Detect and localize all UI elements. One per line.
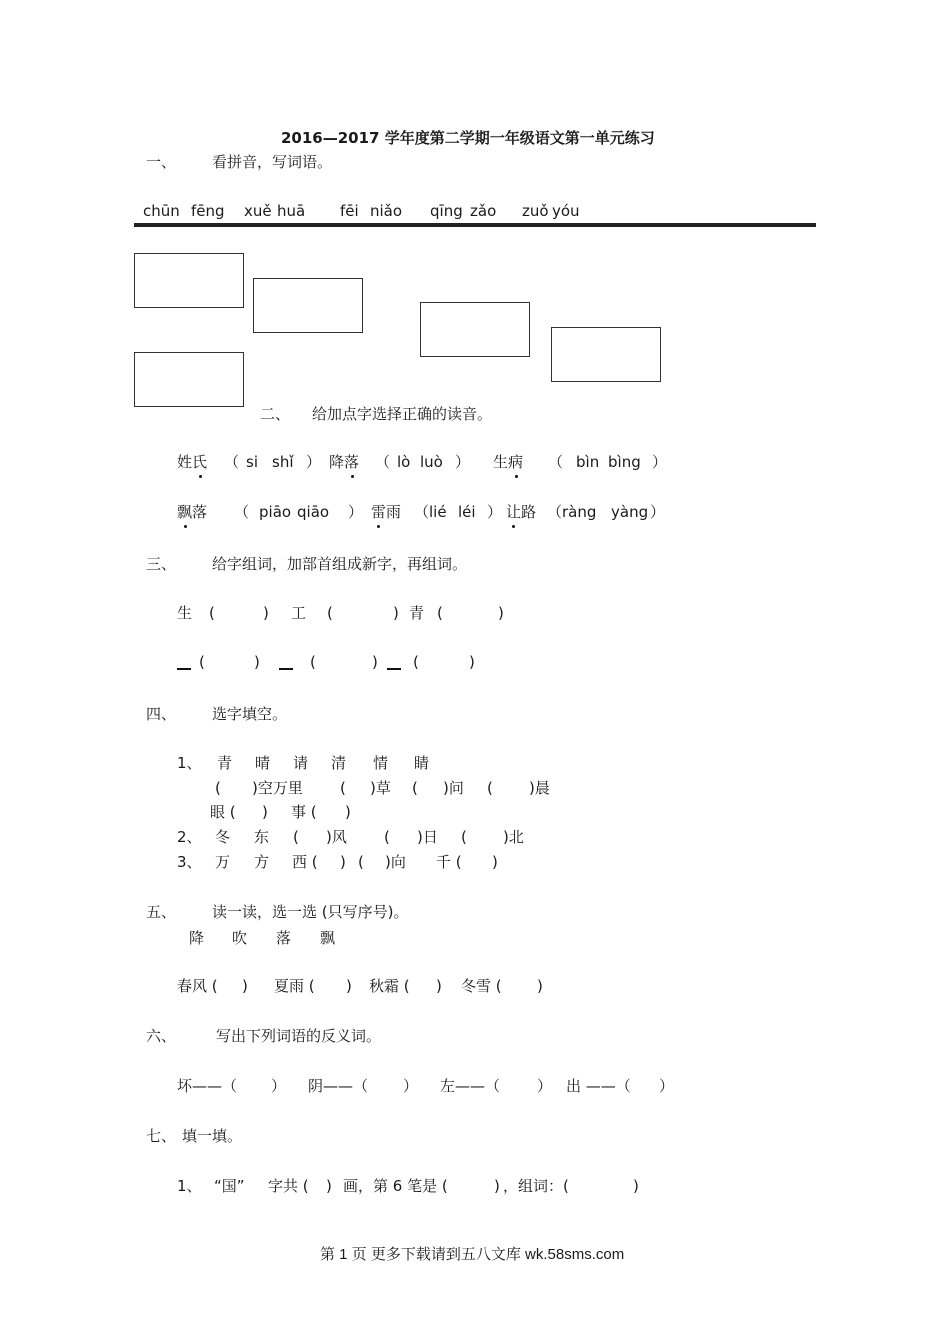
paren-open: （ [548,453,564,471]
char: 生 [177,604,193,622]
section-2-number: 二、 [260,405,291,423]
blank-text: 眼 ( [210,803,236,821]
pinyin-syllable: niǎo [370,202,403,220]
emphasis-dot [515,475,518,478]
paren-open: ( [413,653,419,671]
pinyin-option[interactable]: lié [429,503,447,521]
pinyin-option[interactable]: shǐ [272,453,294,471]
blank-text: 出 ——（ [566,1077,631,1095]
pinyin-option[interactable]: piāo [259,503,292,521]
blank-text: 坏——（ [177,1077,238,1095]
pinyin-option[interactable]: qiāo [297,503,330,521]
section-1-instruction: 看拼音，写词语。 [212,153,333,171]
blank-close: ） [537,1077,553,1095]
char-option: 冬 [215,828,231,846]
blank-text: ，组词：( [503,1177,569,1195]
blank-open: ( [412,779,418,797]
emphasis-dot [377,525,380,528]
answer-box[interactable] [253,278,363,333]
answer-box[interactable] [134,253,244,308]
section-5-instruction: 读一读，选一选 (只写序号)。 [212,903,409,921]
item-number: 3、 [177,853,202,871]
paren-open: （ [414,503,430,521]
paren-close: ) [263,604,269,622]
blank-text: )晨 [529,779,550,797]
blank-close: ) [345,803,351,821]
paren-open: ( [199,653,205,671]
section-5-number: 五、 [146,903,177,921]
blank-text: )问 [443,779,464,797]
paren-open: ( [310,653,316,671]
char-option: 青 [217,754,233,772]
paren-open: （ [224,453,240,471]
paren-close: ） [348,503,364,521]
char-option: 情 [373,754,389,772]
pinyin-option[interactable]: léi [458,503,476,521]
blank-open: ( [340,779,346,797]
paren-close: ) [469,653,475,671]
blank-text: 事 ( [291,803,317,821]
blank-text: 字共 ( [268,1177,309,1195]
emphasis-dot [184,525,187,528]
blank-close: ) [492,853,498,871]
pinyin-syllable: xuě [244,202,272,220]
emphasis-dot [351,475,354,478]
section-divider [134,223,816,227]
section-6-number: 六、 [146,1027,177,1045]
char-option: 吹 [232,929,248,947]
char-option: 降 [189,929,205,947]
blank-close: ) [494,1177,500,1195]
blank-line[interactable] [177,668,191,670]
paren-open: ( [209,604,215,622]
pinyin-option[interactable]: bìn [576,453,600,471]
paren-close: ） [487,503,503,521]
item-number: 1、 [177,754,202,772]
word: 让路 [506,503,537,521]
blank-text: 画，第 6 笔是 ( [343,1177,448,1195]
blank-open: ( [358,853,364,871]
section-1-number: 一、 [146,153,177,171]
char-option: 东 [254,828,270,846]
answer-box[interactable] [134,352,244,407]
paren-close: ） [650,503,666,521]
pinyin-option[interactable]: si [246,453,258,471]
char: 青 [409,604,425,622]
blank-close: ) [436,977,442,995]
blank-close: ) [242,977,248,995]
blank-open: ( [215,779,221,797]
answer-box[interactable] [420,302,530,357]
section-6-instruction: 写出下列词语的反义词。 [216,1027,382,1045]
blank-text: 秋霜 ( [369,977,410,995]
blank-text: )草 [370,779,391,797]
pinyin-option[interactable]: ràng [562,503,597,521]
paren-close: ) [393,604,399,622]
blank-line[interactable] [387,668,401,670]
pinyin-syllable: fēi [340,202,359,220]
blank-text: )空万里 [252,779,303,797]
blank-text: 西 ( [292,853,318,871]
section-2-instruction: 给加点字选择正确的读音。 [312,405,493,423]
blank-close: ) [340,853,346,871]
paren-close: ） [455,453,471,471]
blank-close: ) [326,1177,332,1195]
blank-line[interactable] [279,668,293,670]
blank-text: 春风 ( [177,977,218,995]
paren-close: ) [372,653,378,671]
char-option: 落 [276,929,292,947]
blank-text: )风 [326,828,347,846]
word: 姓氏 [177,453,208,471]
blank-text: )向 [385,853,406,871]
page-title: 2016—2017 学年度第二学期一年级语文第一单元练习 [281,129,655,147]
item-number: 2、 [177,828,202,846]
paren-open: ( [437,604,443,622]
blank-open: ( [384,828,390,846]
char-option: 请 [293,754,309,772]
section-7-number: 七、 [146,1127,177,1145]
pinyin-syllable: yóu [552,202,580,220]
section-3-instruction: 给字组词，加部首组成新字，再组词。 [212,555,468,573]
word: 雷雨 [371,503,402,521]
blank-open: ( [461,828,467,846]
pinyin-syllable: zuǒ [522,202,549,220]
char-option: 方 [254,853,270,871]
paren-close: ） [652,453,668,471]
blank-close: ) [346,977,352,995]
paren-close: ) [498,604,504,622]
blank-text: 千 ( [436,853,462,871]
answer-box[interactable] [551,327,661,382]
emphasis-dot [199,475,202,478]
blank-close: ） [659,1077,675,1095]
blank-close: ） [403,1077,419,1095]
page-footer: 第 1 页 更多下载请到五八文库 wk.58sms.com [320,1246,625,1263]
word: 飘落 [177,503,208,521]
blank-text: 夏雨 ( [274,977,315,995]
blank-open: ( [487,779,493,797]
pinyin-syllable: chūn [143,202,180,220]
blank-close: ） [271,1077,287,1095]
word: 生病 [493,453,524,471]
pinyin-syllable: fēng [191,202,225,220]
pinyin-syllable: huā [277,202,306,220]
pinyin-syllable: qīng [430,202,463,220]
char-option: 晴 [255,754,271,772]
pinyin-syllable: zǎo [470,202,497,220]
blank-close: ) [537,977,543,995]
pinyin-option[interactable]: lò [397,453,411,471]
blank-open: ( [293,828,299,846]
blank-close: ) [262,803,268,821]
blank-close: ) [633,1177,639,1195]
quoted-char: “国” [214,1177,245,1195]
paren-close: ) [254,653,260,671]
blank-text: 左——（ [440,1077,501,1095]
paren-open: （ [234,503,250,521]
paren-open: （ [547,503,563,521]
pinyin-option[interactable]: luò [420,453,443,471]
section-7-instruction: 填一填。 [182,1127,243,1145]
blank-text: 冬雪 ( [461,977,502,995]
blank-text: )北 [503,828,524,846]
char-option: 万 [215,853,231,871]
pinyin-option[interactable]: yàng [611,503,649,521]
word: 降落 [329,453,360,471]
emphasis-dot [512,525,515,528]
paren-open: （ [375,453,391,471]
section-3-number: 三、 [146,555,177,573]
char-option: 飘 [320,929,336,947]
char-option: 清 [331,754,347,772]
paren-open: ( [327,604,333,622]
item-number: 1、 [177,1177,202,1195]
pinyin-option[interactable]: bìng [608,453,641,471]
section-4-instruction: 选字填空。 [212,705,288,723]
paren-close: ） [306,453,322,471]
char: 工 [291,604,307,622]
char-option: 睛 [414,754,430,772]
blank-text: 阴——（ [308,1077,369,1095]
blank-text: )日 [417,828,438,846]
section-4-number: 四、 [146,705,177,723]
